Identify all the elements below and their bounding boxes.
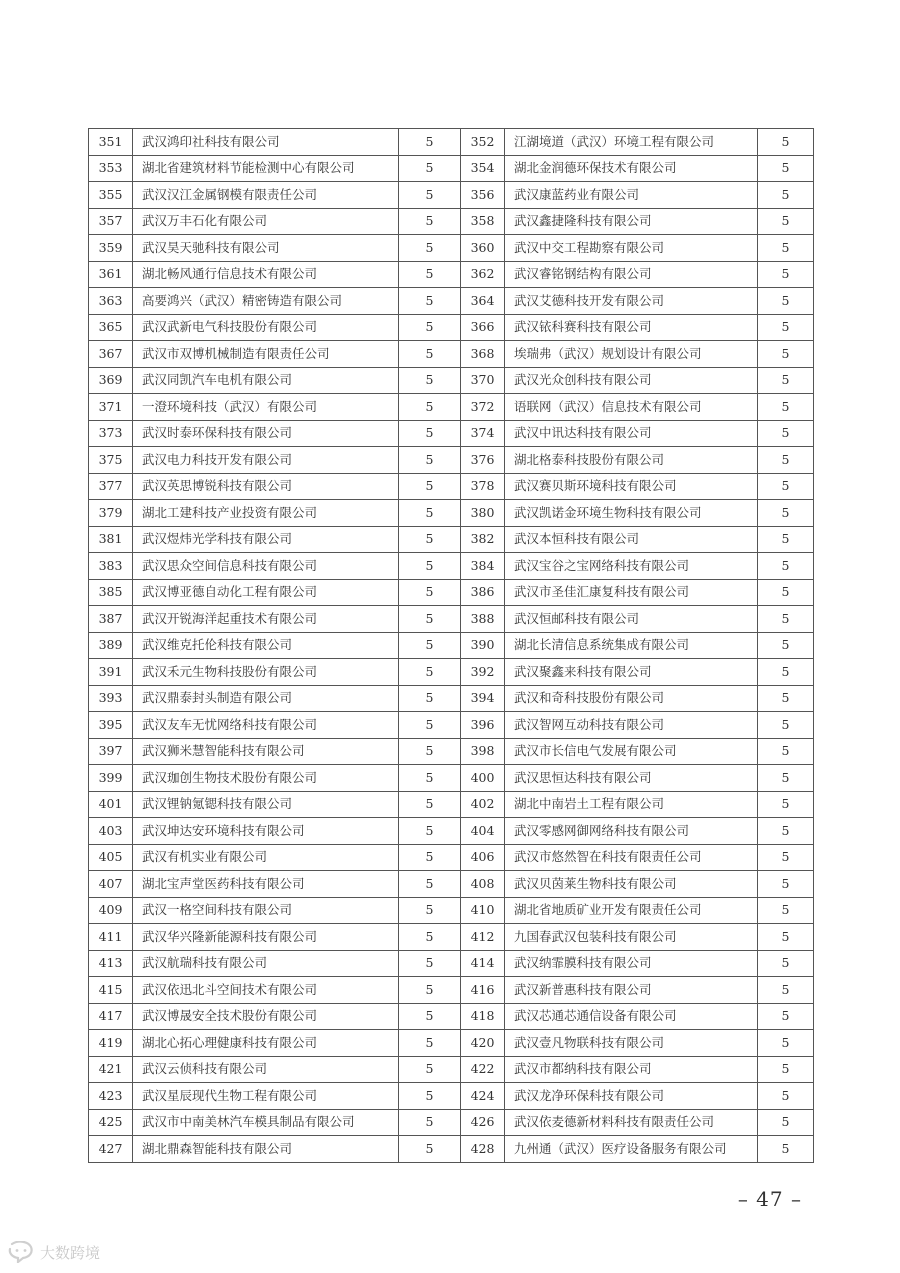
company-name-right: 武汉本恒科技有限公司 [505, 526, 758, 553]
watermark-text: 大数跨境 [40, 1243, 101, 1262]
score-right: 5 [758, 314, 814, 341]
score-right: 5 [758, 1136, 814, 1163]
score-right: 5 [758, 1083, 814, 1110]
table-row [89, 1056, 814, 1083]
row-number-left: 423 [89, 1083, 133, 1110]
score-left: 5 [399, 977, 461, 1004]
company-name-left: 高要鸿兴（武汉）精密铸造有限公司 [133, 288, 399, 315]
row-number-left: 361 [89, 261, 133, 288]
company-name-left: 武汉维克托伦科技有限公司 [133, 632, 399, 659]
row-number-left: 357 [89, 208, 133, 235]
company-name-left: 武汉禾元生物科技股份有限公司 [133, 659, 399, 686]
company-name-right: 湖北中南岩土工程有限公司 [505, 791, 758, 818]
row-number-left: 391 [89, 659, 133, 686]
company-name-left: 武汉有机实业有限公司 [133, 844, 399, 871]
row-number-left: 393 [89, 685, 133, 712]
company-name-right: 武汉赛贝斯环境科技有限公司 [505, 473, 758, 500]
table-row [89, 473, 814, 500]
score-right: 5 [758, 1109, 814, 1136]
table-row [89, 1109, 814, 1136]
company-name-left: 武汉博亚德自动化工程有限公司 [133, 579, 399, 606]
company-name-right: 九国春武汉包装科技有限公司 [505, 924, 758, 951]
row-number-right: 372 [461, 394, 505, 421]
row-number-left: 381 [89, 526, 133, 553]
score-left: 5 [399, 447, 461, 474]
row-number-left: 389 [89, 632, 133, 659]
table-row [89, 1136, 814, 1163]
row-number-right: 366 [461, 314, 505, 341]
row-number-left: 375 [89, 447, 133, 474]
row-number-right: 410 [461, 897, 505, 924]
table-row [89, 791, 814, 818]
score-right: 5 [758, 526, 814, 553]
company-name-right: 武汉中讯达科技有限公司 [505, 420, 758, 447]
company-name-right: 语联网（武汉）信息技术有限公司 [505, 394, 758, 421]
table-row [89, 950, 814, 977]
score-left: 5 [399, 341, 461, 368]
company-name-right: 武汉市悠然智在科技有限责任公司 [505, 844, 758, 871]
company-name-right: 武汉中交工程勘察有限公司 [505, 235, 758, 262]
row-number-right: 368 [461, 341, 505, 368]
table-row [89, 367, 814, 394]
company-name-right: 武汉睿铭钢结构有限公司 [505, 261, 758, 288]
table-row [89, 765, 814, 792]
row-number-right: 424 [461, 1083, 505, 1110]
company-name-right: 武汉艾德科技开发有限公司 [505, 288, 758, 315]
row-number-right: 370 [461, 367, 505, 394]
row-number-left: 363 [89, 288, 133, 315]
row-number-left: 377 [89, 473, 133, 500]
company-name-left: 湖北畅风通行信息技术有限公司 [133, 261, 399, 288]
score-right: 5 [758, 579, 814, 606]
score-right: 5 [758, 871, 814, 898]
row-number-left: 411 [89, 924, 133, 951]
row-number-right: 428 [461, 1136, 505, 1163]
row-number-left: 407 [89, 871, 133, 898]
company-name-right: 武汉纳霏膜科技有限公司 [505, 950, 758, 977]
table-row [89, 738, 814, 765]
company-name-right: 武汉壹凡物联科技有限公司 [505, 1030, 758, 1057]
score-left: 5 [399, 420, 461, 447]
table-row [89, 844, 814, 871]
score-right: 5 [758, 129, 814, 156]
company-name-right: 埃瑞弗（武汉）规划设计有限公司 [505, 341, 758, 368]
score-left: 5 [399, 526, 461, 553]
company-name-left: 武汉华兴隆新能源科技有限公司 [133, 924, 399, 951]
score-right: 5 [758, 897, 814, 924]
table-row [89, 394, 814, 421]
row-number-left: 413 [89, 950, 133, 977]
company-name-left: 武汉锂钠氪锶科技有限公司 [133, 791, 399, 818]
row-number-right: 418 [461, 1003, 505, 1030]
score-left: 5 [399, 579, 461, 606]
company-name-right: 武汉芯通芯通信设备有限公司 [505, 1003, 758, 1030]
row-number-left: 419 [89, 1030, 133, 1057]
company-name-right: 武汉市都纳科技有限公司 [505, 1056, 758, 1083]
score-right: 5 [758, 765, 814, 792]
score-right: 5 [758, 208, 814, 235]
company-name-right: 武汉市圣佳汇康复科技有限公司 [505, 579, 758, 606]
score-left: 5 [399, 261, 461, 288]
score-right: 5 [758, 712, 814, 739]
table-row [89, 155, 814, 182]
company-name-right: 武汉聚鑫来科技有限公司 [505, 659, 758, 686]
row-number-right: 386 [461, 579, 505, 606]
table-row [89, 182, 814, 209]
score-left: 5 [399, 897, 461, 924]
score-right: 5 [758, 1030, 814, 1057]
row-number-left: 383 [89, 553, 133, 580]
company-name-left: 武汉珈创生物技术股份有限公司 [133, 765, 399, 792]
score-left: 5 [399, 659, 461, 686]
row-number-right: 394 [461, 685, 505, 712]
table-row [89, 871, 814, 898]
company-name-left: 武汉市双博机械制造有限责任公司 [133, 341, 399, 368]
company-name-left: 湖北工建科技产业投资有限公司 [133, 500, 399, 527]
row-number-left: 359 [89, 235, 133, 262]
company-name-left: 武汉开锐海洋起重技术有限公司 [133, 606, 399, 633]
company-name-left: 武汉云侦科技有限公司 [133, 1056, 399, 1083]
score-left: 5 [399, 129, 461, 156]
company-name-right: 湖北金润德环保技术有限公司 [505, 155, 758, 182]
score-right: 5 [758, 235, 814, 262]
row-number-right: 416 [461, 977, 505, 1004]
score-right: 5 [758, 473, 814, 500]
row-number-left: 395 [89, 712, 133, 739]
table-row [89, 1003, 814, 1030]
score-left: 5 [399, 235, 461, 262]
company-name-left: 武汉博晟安全技术股份有限公司 [133, 1003, 399, 1030]
row-number-right: 378 [461, 473, 505, 500]
row-number-right: 420 [461, 1030, 505, 1057]
score-right: 5 [758, 632, 814, 659]
table-row [89, 288, 814, 315]
table-row [89, 500, 814, 527]
score-left: 5 [399, 738, 461, 765]
table-row [89, 553, 814, 580]
score-right: 5 [758, 977, 814, 1004]
chat-bubble-logo-icon [8, 1241, 34, 1263]
table-row [89, 685, 814, 712]
table-row [89, 579, 814, 606]
company-name-right: 湖北长清信息系统集成有限公司 [505, 632, 758, 659]
row-number-right: 388 [461, 606, 505, 633]
score-right: 5 [758, 818, 814, 845]
score-right: 5 [758, 685, 814, 712]
table-row [89, 235, 814, 262]
score-right: 5 [758, 261, 814, 288]
row-number-left: 403 [89, 818, 133, 845]
score-right: 5 [758, 659, 814, 686]
score-left: 5 [399, 394, 461, 421]
score-left: 5 [399, 1056, 461, 1083]
company-name-right: 武汉光众创科技有限公司 [505, 367, 758, 394]
company-name-left: 武汉时泰环保科技有限公司 [133, 420, 399, 447]
score-left: 5 [399, 818, 461, 845]
row-number-right: 360 [461, 235, 505, 262]
company-name-right: 武汉铱科赛科技有限公司 [505, 314, 758, 341]
row-number-left: 401 [89, 791, 133, 818]
score-right: 5 [758, 1003, 814, 1030]
score-left: 5 [399, 871, 461, 898]
score-left: 5 [399, 924, 461, 951]
row-number-left: 409 [89, 897, 133, 924]
company-name-left: 武汉武新电气科技股份有限公司 [133, 314, 399, 341]
company-name-right: 武汉新普惠科技有限公司 [505, 977, 758, 1004]
score-left: 5 [399, 791, 461, 818]
table-row [89, 261, 814, 288]
row-number-right: 380 [461, 500, 505, 527]
row-number-right: 404 [461, 818, 505, 845]
company-name-left: 武汉昊天驰科技有限公司 [133, 235, 399, 262]
company-name-right: 九州通（武汉）医疗设备服务有限公司 [505, 1136, 758, 1163]
table-row [89, 924, 814, 951]
company-name-right: 武汉依麦德新材料科技有限责任公司 [505, 1109, 758, 1136]
score-left: 5 [399, 1109, 461, 1136]
row-number-left: 351 [89, 129, 133, 156]
company-name-left: 武汉鼎泰封头制造有限公司 [133, 685, 399, 712]
row-number-left: 415 [89, 977, 133, 1004]
company-name-left: 武汉同凯汽车电机有限公司 [133, 367, 399, 394]
company-name-left: 武汉狮米慧智能科技有限公司 [133, 738, 399, 765]
row-number-right: 396 [461, 712, 505, 739]
table-row [89, 632, 814, 659]
score-right: 5 [758, 288, 814, 315]
row-number-right: 406 [461, 844, 505, 871]
company-name-left: 武汉英思博锐科技有限公司 [133, 473, 399, 500]
score-right: 5 [758, 394, 814, 421]
table-row [89, 1030, 814, 1057]
score-right: 5 [758, 553, 814, 580]
score-right: 5 [758, 791, 814, 818]
company-name-left: 武汉鸿印社科技有限公司 [133, 129, 399, 156]
row-number-left: 387 [89, 606, 133, 633]
watermark [8, 1241, 100, 1263]
score-right: 5 [758, 420, 814, 447]
company-name-left: 武汉市中南美林汽车模具制品有限公司 [133, 1109, 399, 1136]
score-left: 5 [399, 765, 461, 792]
company-name-right: 武汉市长信电气发展有限公司 [505, 738, 758, 765]
score-left: 5 [399, 950, 461, 977]
company-name-left: 湖北心拓心理健康科技有限公司 [133, 1030, 399, 1057]
company-name-right: 武汉恒邮科技有限公司 [505, 606, 758, 633]
score-left: 5 [399, 208, 461, 235]
row-number-right: 408 [461, 871, 505, 898]
row-number-left: 371 [89, 394, 133, 421]
row-number-left: 385 [89, 579, 133, 606]
row-number-left: 365 [89, 314, 133, 341]
page-number: – 47 – [737, 1187, 802, 1211]
company-name-left: 一澄环境科技（武汉）有限公司 [133, 394, 399, 421]
table-row [89, 818, 814, 845]
row-number-right: 400 [461, 765, 505, 792]
company-name-right: 武汉思恒达科技有限公司 [505, 765, 758, 792]
score-right: 5 [758, 950, 814, 977]
company-name-left: 武汉汉江金属钢模有限责任公司 [133, 182, 399, 209]
score-right: 5 [758, 367, 814, 394]
row-number-left: 353 [89, 155, 133, 182]
company-name-right: 武汉凯诺金环境生物科技有限公司 [505, 500, 758, 527]
company-name-left: 武汉依迅北斗空间技术有限公司 [133, 977, 399, 1004]
score-right: 5 [758, 844, 814, 871]
score-left: 5 [399, 367, 461, 394]
score-right: 5 [758, 341, 814, 368]
table-row [89, 208, 814, 235]
row-number-left: 355 [89, 182, 133, 209]
row-number-left: 369 [89, 367, 133, 394]
table-row [89, 129, 814, 156]
row-number-right: 422 [461, 1056, 505, 1083]
row-number-right: 358 [461, 208, 505, 235]
score-left: 5 [399, 844, 461, 871]
table-row [89, 420, 814, 447]
row-number-right: 382 [461, 526, 505, 553]
company-name-right: 武汉宝谷之宝网络科技有限公司 [505, 553, 758, 580]
row-number-right: 384 [461, 553, 505, 580]
row-number-left: 367 [89, 341, 133, 368]
score-right: 5 [758, 606, 814, 633]
score-left: 5 [399, 685, 461, 712]
company-name-right: 武汉龙净环保科技有限公司 [505, 1083, 758, 1110]
table-row [89, 341, 814, 368]
company-name-left: 武汉煜炜光学科技有限公司 [133, 526, 399, 553]
company-name-left: 武汉电力科技开发有限公司 [133, 447, 399, 474]
company-name-left: 武汉航瑞科技有限公司 [133, 950, 399, 977]
company-name-right: 武汉智网互动科技有限公司 [505, 712, 758, 739]
row-number-right: 426 [461, 1109, 505, 1136]
row-number-right: 390 [461, 632, 505, 659]
company-name-right: 武汉零感网御网络科技有限公司 [505, 818, 758, 845]
row-number-left: 399 [89, 765, 133, 792]
row-number-left: 373 [89, 420, 133, 447]
row-number-right: 412 [461, 924, 505, 951]
company-name-right: 湖北省地质矿业开发有限责任公司 [505, 897, 758, 924]
table-row [89, 712, 814, 739]
company-name-left: 武汉一格空间科技有限公司 [133, 897, 399, 924]
score-left: 5 [399, 473, 461, 500]
score-left: 5 [399, 1083, 461, 1110]
company-name-left: 湖北鼎森智能科技有限公司 [133, 1136, 399, 1163]
table-row [89, 606, 814, 633]
table-row [89, 314, 814, 341]
company-name-left: 武汉星辰现代生物工程有限公司 [133, 1083, 399, 1110]
table-row [89, 659, 814, 686]
row-number-left: 425 [89, 1109, 133, 1136]
row-number-left: 417 [89, 1003, 133, 1030]
score-right: 5 [758, 500, 814, 527]
company-name-right: 江湖境道（武汉）环境工程有限公司 [505, 129, 758, 156]
row-number-left: 427 [89, 1136, 133, 1163]
company-name-right: 武汉贝茵莱生物科技有限公司 [505, 871, 758, 898]
score-left: 5 [399, 182, 461, 209]
score-left: 5 [399, 1030, 461, 1057]
row-number-right: 392 [461, 659, 505, 686]
score-left: 5 [399, 632, 461, 659]
row-number-right: 354 [461, 155, 505, 182]
score-left: 5 [399, 553, 461, 580]
company-name-right: 武汉和奇科技股份有限公司 [505, 685, 758, 712]
row-number-left: 379 [89, 500, 133, 527]
table-row [89, 1083, 814, 1110]
row-number-right: 402 [461, 791, 505, 818]
table-body [89, 129, 814, 1163]
company-name-right: 湖北格泰科技股份有限公司 [505, 447, 758, 474]
score-right: 5 [758, 924, 814, 951]
row-number-left: 397 [89, 738, 133, 765]
score-right: 5 [758, 738, 814, 765]
score-right: 5 [758, 1056, 814, 1083]
company-name-left: 湖北宝声堂医药科技有限公司 [133, 871, 399, 898]
company-name-left: 武汉坤达安环境科技有限公司 [133, 818, 399, 845]
company-name-left: 武汉友车无忧网络科技有限公司 [133, 712, 399, 739]
table-row [89, 977, 814, 1004]
table-row [89, 447, 814, 474]
score-right: 5 [758, 155, 814, 182]
row-number-right: 414 [461, 950, 505, 977]
row-number-right: 398 [461, 738, 505, 765]
score-left: 5 [399, 500, 461, 527]
company-name-left: 武汉万丰石化有限公司 [133, 208, 399, 235]
score-left: 5 [399, 1003, 461, 1030]
score-left: 5 [399, 314, 461, 341]
table-row [89, 897, 814, 924]
row-number-left: 421 [89, 1056, 133, 1083]
score-left: 5 [399, 155, 461, 182]
company-score-table [88, 128, 814, 1163]
score-right: 5 [758, 182, 814, 209]
row-number-right: 356 [461, 182, 505, 209]
score-left: 5 [399, 288, 461, 315]
score-left: 5 [399, 712, 461, 739]
row-number-right: 352 [461, 129, 505, 156]
score-left: 5 [399, 606, 461, 633]
row-number-right: 376 [461, 447, 505, 474]
score-left: 5 [399, 1136, 461, 1163]
row-number-right: 362 [461, 261, 505, 288]
row-number-right: 374 [461, 420, 505, 447]
row-number-left: 405 [89, 844, 133, 871]
score-right: 5 [758, 447, 814, 474]
company-name-right: 武汉康蓝药业有限公司 [505, 182, 758, 209]
row-number-right: 364 [461, 288, 505, 315]
company-name-left: 武汉思众空间信息科技有限公司 [133, 553, 399, 580]
table-row [89, 526, 814, 553]
company-name-right: 武汉鑫捷隆科技有限公司 [505, 208, 758, 235]
company-name-left: 湖北省建筑材料节能检测中心有限公司 [133, 155, 399, 182]
